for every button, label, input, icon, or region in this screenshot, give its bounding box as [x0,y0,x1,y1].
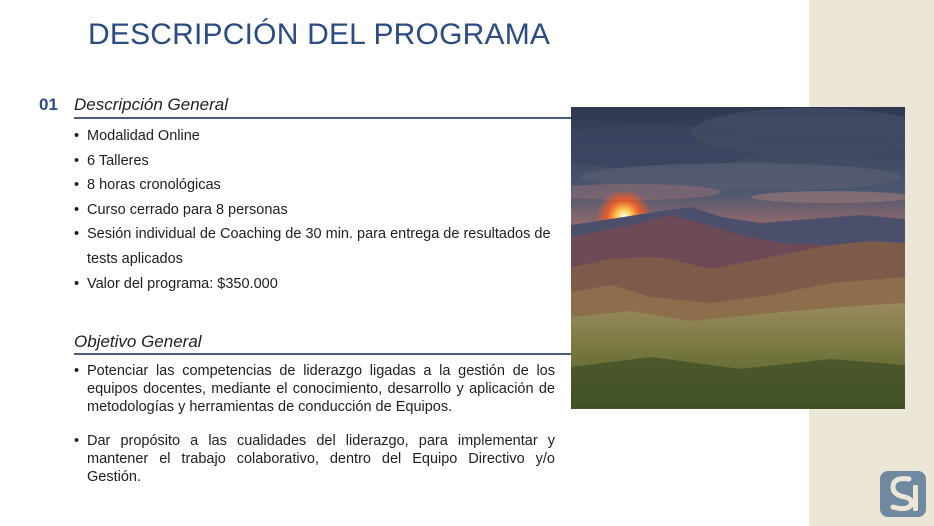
section-heading-objective: Objetivo General [74,332,202,351]
list-item: • 8 horas cronológicas [74,173,557,198]
section-divider [74,353,571,355]
section-number: 01 [39,95,58,114]
page-title: DESCRIPCIÓN DEL PROGRAMA [88,18,551,51]
list-item: • Dar propósito a las cualidades del liderazgo, para implementar y mantener el trabajo colaborativo, dentro del Equipo Directivo y/o Gestión. [74,432,555,486]
list-item: • Curso cerrado para 8 personas [74,198,557,223]
list-item: • Potenciar las competencias de liderazgo ligadas a la gestión de los equipos docentes, mediante el conocimiento, desarrollo y aplicación de metodologías y herramientas de conducción de Equipos. [74,362,555,416]
section-divider [74,117,591,119]
list-item: • Modalidad Online [74,124,557,149]
section-heading-description: Descripción General [74,95,229,114]
list-item: • Valor del programa: $350.000 [74,272,557,297]
description-list [74,124,557,296]
list-item: • 6 Talleres [74,149,557,174]
brand-logo-icon [879,469,927,519]
list-item: • Sesión individual de Coaching de 30 min. para entrega de resultados de tests aplicados [74,222,557,271]
mountain-sunset-photo [571,107,905,409]
objective-list [74,362,555,502]
